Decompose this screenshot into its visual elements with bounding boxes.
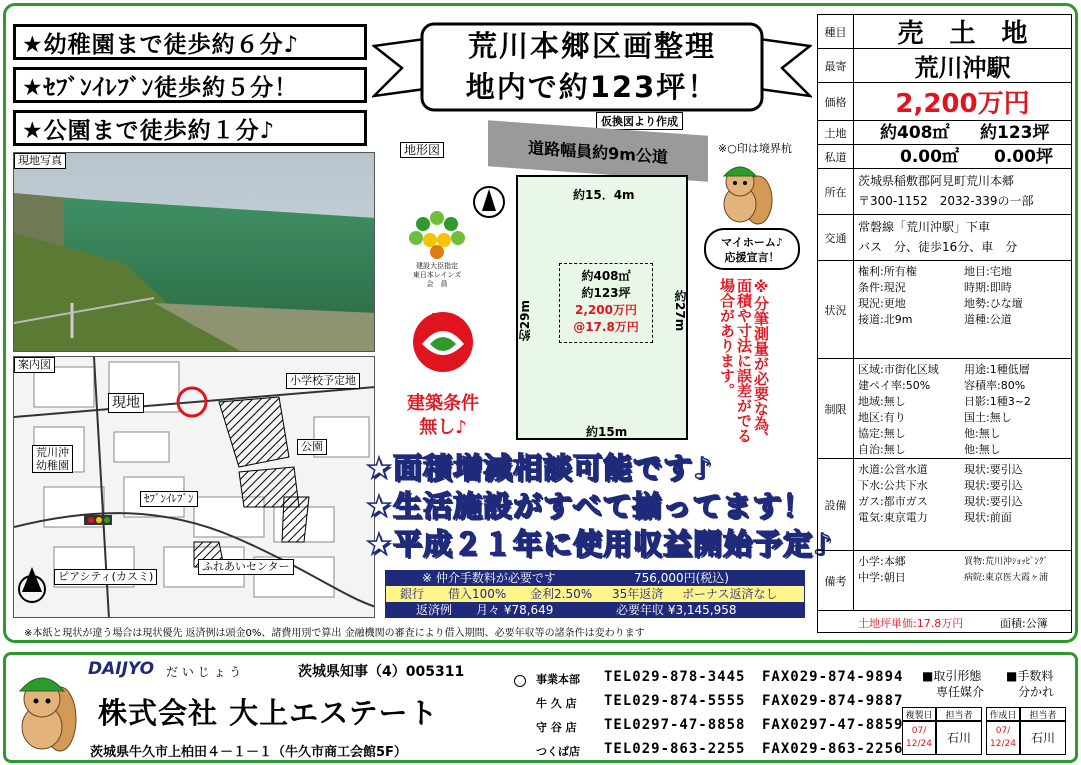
reins-logo-icon xyxy=(408,208,466,260)
north-arrow-icon xyxy=(472,185,506,219)
banner-kindergarten: ★幼稚園まで徒歩約６分♪ xyxy=(13,24,367,60)
stamp-header: 担当者 xyxy=(936,707,982,721)
deal-type-label: ■取引形態 xyxy=(922,669,982,683)
road-width: 道路幅員約9m公道 xyxy=(528,137,668,167)
office-tel: TEL029-878-3445 xyxy=(604,669,746,685)
office-tel: TEL029-874-5555 xyxy=(604,693,746,709)
spec-row-status: 状況 権利:所有権 地目:宅地 条件:現況 時期:即時 現況:更地 地勢:ひな壇 接道:北9m 道種:公道 xyxy=(818,261,1071,359)
deal-type-value: 専任媒介 xyxy=(936,685,985,699)
finance-loan-row: 銀行 借入100% 金利2.50% 35年返済 ボーナス返済なし xyxy=(385,586,805,602)
build-condition: 建築条件 無し♪ xyxy=(407,393,479,438)
office-name: 守 谷 店 xyxy=(536,721,577,734)
fee-value: 分かれ xyxy=(1018,685,1055,699)
real-partner-logo-icon xyxy=(408,296,478,376)
office-tel: TEL0297-47-8858 xyxy=(604,717,746,733)
map-park: 公園 xyxy=(297,439,327,455)
spec-row-notes: 備考 小学:本郷 買物:荒川沖ｼｮｯﾋﾟﾝｸﾞ 中学:朝日 病院:東京医大霞ヶ浦 xyxy=(818,551,1071,611)
photo-label: 現地写真 xyxy=(14,153,66,169)
stamp-header: 複製日 xyxy=(902,707,936,721)
guide-map xyxy=(13,356,375,618)
spec-area-note: 面積:公簿 xyxy=(1000,617,1048,630)
reins-caption: 建設大臣指定 東日本レインズ 会 員 xyxy=(412,262,462,288)
spec-table xyxy=(817,14,1072,633)
office-fax: FAX029-874-9887 xyxy=(762,693,904,709)
plot-right-depth: 約27m xyxy=(673,290,687,332)
stamp-value: 石川 xyxy=(936,721,982,755)
spec-row-price: 価格 2,200万円 xyxy=(818,83,1071,121)
circle-mark-icon xyxy=(514,675,526,687)
provisional-note: 仮換図より作成 xyxy=(596,112,683,130)
stamp-header: 作成日 xyxy=(986,707,1020,721)
office-fax: FAX0297-47-8859 xyxy=(762,717,904,733)
disclaimer: ※本紙と現状が違う場合は現状優先 返済例は頭金0%、諸費用別で算出 金融機関の審査により借入期間、必要年収等の諸条件は変わります xyxy=(24,628,645,639)
spec-row-land: 土地 約408㎡ 約123坪 xyxy=(818,121,1071,145)
banner-park: ★公園まで徒歩約１分♪ xyxy=(13,110,367,146)
real-partner-text: REAL PARTNER xyxy=(422,312,464,330)
banner-seven-eleven: ★ｾﾌﾞﾝｲﾚﾌﾞﾝ徒歩約５分！ xyxy=(13,67,367,103)
map-piacity: ピアシティ(カスミ) xyxy=(54,569,157,585)
map-seven: ｾﾌﾞﾝｲﾚﾌﾞﾝ xyxy=(140,491,198,507)
plot-bottom-width: 約15m xyxy=(586,425,628,439)
squirrel-logo-icon xyxy=(12,661,80,757)
plot-summary: 約408㎡ 約123坪 2,200万円 @17.8万円 xyxy=(559,263,653,343)
company-address: 茨城県牛久市上柏田４－１－１（牛久市商工会館5F） xyxy=(90,745,407,760)
stamp-value: 07/ 12/24 xyxy=(986,721,1020,755)
fee-label: ■手数料 xyxy=(1006,669,1054,683)
slogan-facilities: ★生活施設がすべて揃ってます！ xyxy=(366,489,813,523)
office-name: 事業本部 xyxy=(536,673,580,686)
slogan-schedule: ★平成２１年に使用収益開始予定♪ xyxy=(366,527,833,561)
spec-row-facilities: 設備 水道:公営水道 現状:要引込 下水:公共下水 現状:要引込 ガス:都市ガス 現状:要引込 電気:東京電力 現状:前面 xyxy=(818,459,1071,551)
terrain-label: 地形図 xyxy=(400,142,444,158)
spec-row-private: 私道 0.00㎡ 0.00坪 xyxy=(818,145,1071,169)
survey-note: ※分筆測量が必要な為、面積や寸法に誤差がでる場合があります。 xyxy=(718,278,770,446)
finance-fee-row: ※ 仲介手数料が必要です 756,000円(税込) xyxy=(385,570,805,586)
plot-left-depth: 約29m xyxy=(518,300,532,342)
spec-row-station: 最寄 荒川沖駅 xyxy=(818,49,1071,83)
brand-kana: だ い じ ょ う xyxy=(166,665,242,679)
map-genchi: 現地 xyxy=(108,393,144,413)
company-footer xyxy=(3,652,1078,763)
finance-example-row: 返済例 月々 ¥78,649 必要年収 ¥3,145,958 xyxy=(385,602,805,618)
company-name: 株式会社 大上エステート xyxy=(98,696,439,730)
spec-row-address: 所在 茨城県稲敷郡阿見町荒川本郷 〒300-1152 2032-339の一部 xyxy=(818,169,1071,215)
stamp-header: 担当者 xyxy=(1020,707,1066,721)
stamp-value: 石川 xyxy=(1020,721,1066,755)
map-kindergarten: 荒川沖 幼稚園 xyxy=(32,445,73,473)
slogan-area: ★面積増減相談可能です♪ xyxy=(366,451,713,485)
map-school: 小学校予定地 xyxy=(286,373,360,389)
site-photo xyxy=(13,152,375,352)
spec-row-transport: 交通 常磐線「荒川沖駅」下車 バス 分、徒歩16分、車 分 xyxy=(818,215,1071,261)
brand-logo: DAIJYO xyxy=(88,659,155,679)
office-name: つくば店 xyxy=(536,745,580,758)
office-name: 牛 久 店 xyxy=(536,697,577,710)
boundary-note: ※○印は境界杭 xyxy=(718,142,792,155)
spec-row-restrictions: 制限 区域:市街化区域 用途:1種低層 建ペイ率:50% 容積率:80% 地域:無し 日影:1種3~2 地区:有り 国土:無し 協定:無し 他:無し 自治:無し 他:無し xyxy=(818,359,1071,459)
license-number: 茨城県知事（4）005311 xyxy=(298,664,465,680)
mascot-bubble: マイホーム♪ 応援宣言！ xyxy=(704,228,800,270)
map-center: ふれあいセンター xyxy=(198,559,294,575)
office-fax: FAX029-863-2256 xyxy=(762,741,904,757)
map-label: 案内図 xyxy=(14,357,55,373)
stamp-value: 07/ 12/24 xyxy=(902,721,936,755)
headline: 荒川本郷区画整理 地内で約123坪！ xyxy=(465,29,719,104)
spec-row-type: 種目 売 土 地 xyxy=(818,15,1071,49)
office-tel: TEL029-863-2255 xyxy=(604,741,746,757)
office-fax: FAX029-874-9894 xyxy=(762,669,904,685)
squirrel-mascot-icon xyxy=(712,158,776,230)
plot-top-width: 約15．4m xyxy=(573,188,635,202)
spec-unit-price: 土地坪単価:17.8万円 xyxy=(858,617,964,630)
